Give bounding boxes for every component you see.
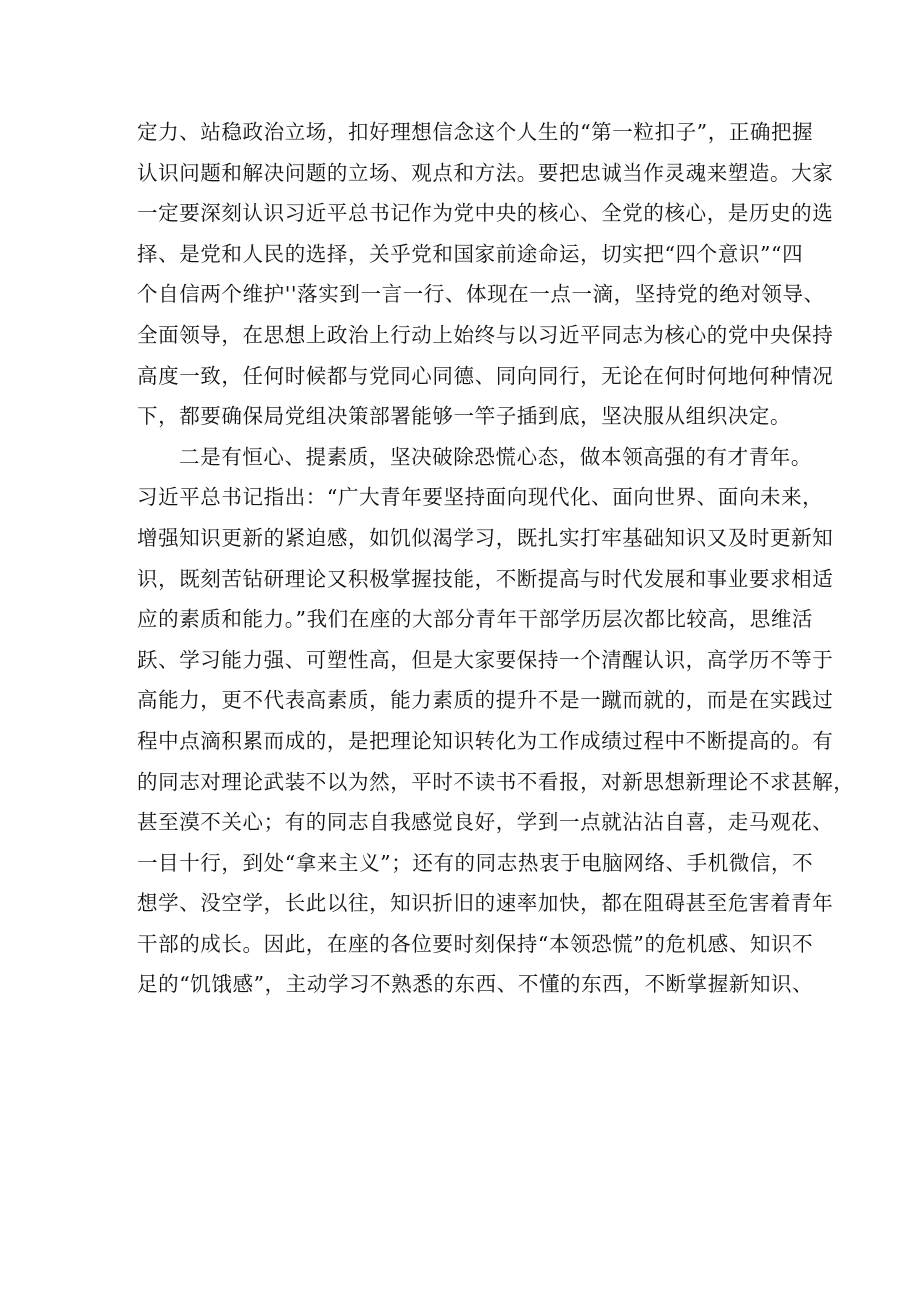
text-line: 高能力，更不代表高素质，能力素质的提升不是一蹴而就的，而是在实践过: [137, 688, 834, 713]
text-line: 下，都要确保局党组决策部署能够一竿子插到底，坚决服从组织决定。: [137, 404, 792, 429]
text-line: 全面领导，在思想上政治上行动上始终与以习近平同志为核心的党中央保持: [137, 322, 834, 347]
text-line: 识，既刻苦钻研理论又积极掌握技能，不断提高与时代发展和事业要求相适: [137, 566, 834, 591]
paragraph-heading-line: 二是有恒心、提素质，坚决破除恐慌心态，做本领高强的有才青年。: [179, 444, 812, 469]
text-line: 的同志对理论武装不以为然，平时不读书不看报，对新思想新理论不求甚解，: [137, 769, 855, 794]
text-line: 高度一致，任何时候都与党同心同德、同向同行，无论在何时何地何种情况: [137, 363, 834, 388]
text-line: 甚至漠不关心；有的同志自我感觉良好，学到一点就沾沾自喜，走马观花、: [137, 810, 834, 835]
text-line: 定力、站稳政治立场，扣好理想信念这个人生的“第一粒扣子”，正确把握: [137, 120, 814, 144]
text-line: 择、是党和人民的选择，关乎党和国家前途命运，切实把“四个意识”“四: [137, 241, 804, 266]
text-line: 认识问题和解决问题的立场、观点和方法。要把忠诚当作灵魂来塑造。大家: [137, 160, 834, 185]
text-line: 一定要深刻认识习近平总书记作为党中央的核心、全党的核心，是历史的选: [137, 201, 834, 226]
text-line: 程中点滴积累而成的，是把理论知识转化为工作成绩过程中不断提高的。有: [137, 728, 834, 753]
text-line: 想学、没空学，长此以往，知识折旧的速率加快，都在阻碍甚至危害着青年: [137, 891, 834, 916]
text-line: 应的素质和能力。”我们在座的大部分青年干部学历层次都比较高，思维活: [137, 607, 814, 632]
text-line: 习近平总书记指出：“广大青年要坚持面向现代化、面向世界、面向未来，: [137, 485, 824, 510]
body-text: [137, 112, 855, 1005]
text-line: 一目十行，到处“拿来主义”；还有的同志热衷于电脑网络、手机微信，不: [137, 850, 814, 875]
text-line: 足的“饥饿感”，主动学习不熟悉的东西、不懂的东西，不断掌握新知识、: [137, 972, 814, 997]
text-line: 干部的成长。因此，在座的各位要时刻保持“本领恐慌”的危机感、知识不: [137, 931, 814, 956]
text-line: 增强知识更新的紧迫感，如饥似渴学习，既扎实打牢基础知识又及时更新知: [137, 525, 834, 550]
text-line: 个自信两个维护''落实到一言一行、体现在一点一滴，坚持党的绝对领导、: [137, 282, 825, 307]
text-line: 跃、学习能力强、可塑性高，但是大家要保持一个清醒认识，高学历不等于: [137, 647, 834, 672]
